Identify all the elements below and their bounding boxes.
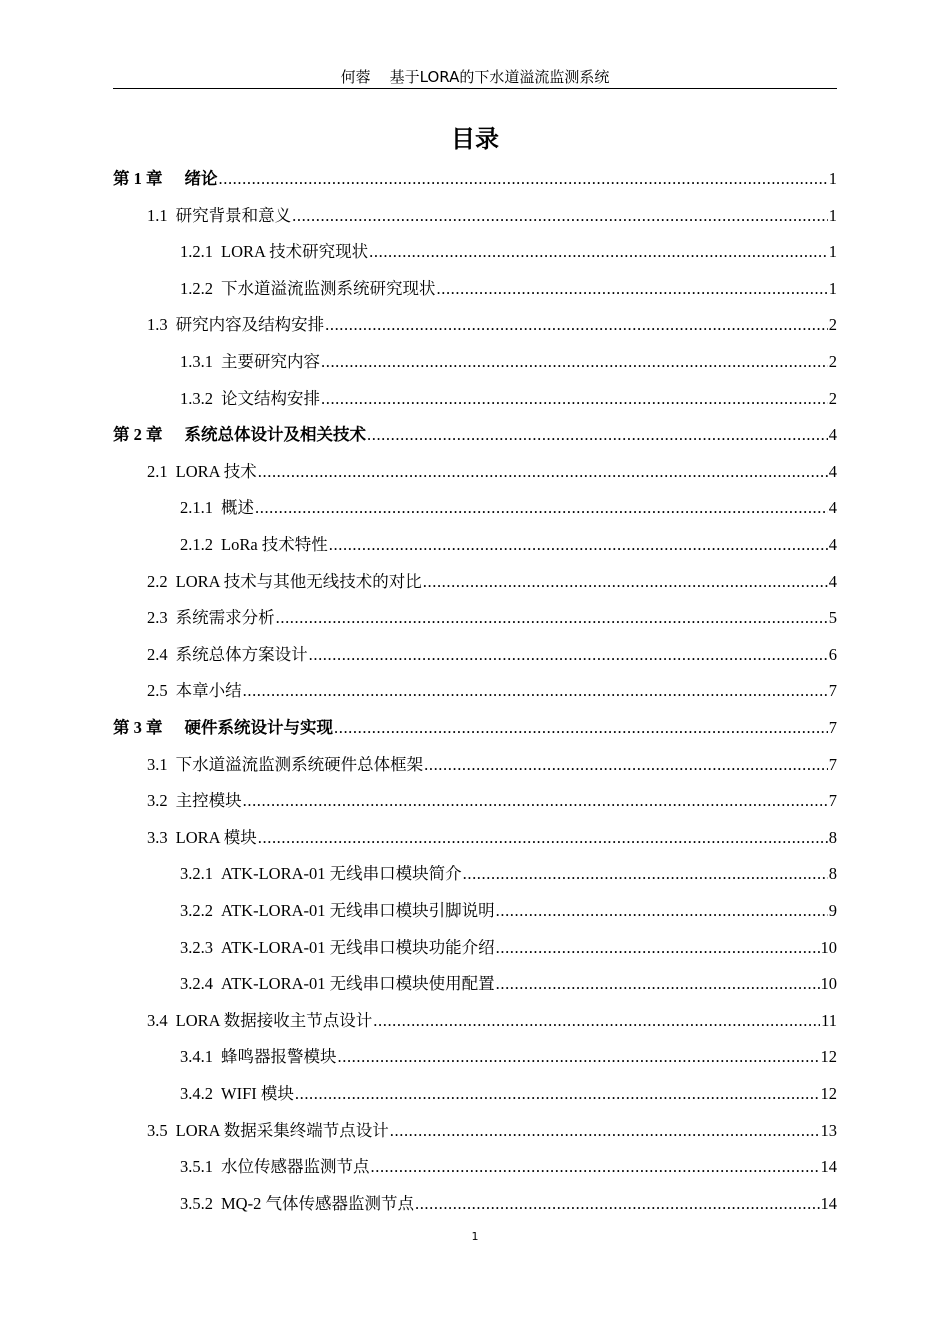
toc-entry-page: 1 xyxy=(828,169,837,188)
toc-entry-label xyxy=(180,1046,337,1068)
toc-entry-label xyxy=(147,1120,389,1142)
toc-entry[interactable] xyxy=(147,310,837,336)
toc-entry-title: LoRa 技术特性 xyxy=(221,535,328,554)
toc-entry[interactable] xyxy=(180,969,837,995)
toc-entry-label xyxy=(113,168,218,190)
toc-entry-title: 论文结构安排 xyxy=(221,389,320,408)
toc-leader-dots xyxy=(325,314,828,336)
toc-entry-title: 研究背景和意义 xyxy=(175,206,292,225)
toc-entry-title: 主要研究内容 xyxy=(221,352,320,371)
toc-entry-number: 3.1 xyxy=(147,755,168,774)
page-number: 1 xyxy=(471,1230,479,1243)
toc-entry-label xyxy=(180,241,368,263)
toc-leader-dots xyxy=(367,424,828,446)
toc-entry[interactable] xyxy=(147,786,837,812)
toc-entry-number: 3.2.1 xyxy=(180,864,213,883)
toc-leader-dots xyxy=(390,1120,820,1142)
toc-entry-label xyxy=(180,973,495,995)
toc-entry-number: 第 3 章 xyxy=(113,718,163,737)
toc-entry-number: 3.3 xyxy=(147,828,168,847)
toc-leader-dots xyxy=(255,497,828,519)
toc-entry[interactable] xyxy=(180,1079,837,1105)
toc-entry-title: LORA 数据接收主节点设计 xyxy=(175,1011,373,1030)
toc-entry-number: 3.4.2 xyxy=(180,1084,213,1103)
toc-entry[interactable] xyxy=(147,567,837,593)
toc-entry[interactable] xyxy=(147,640,837,666)
toc-entry-number: 3.5 xyxy=(147,1121,168,1140)
toc-entry-number: 3.5.1 xyxy=(180,1157,213,1176)
toc-leader-dots xyxy=(496,973,820,995)
toc-leader-dots xyxy=(295,1083,820,1105)
toc-entry[interactable] xyxy=(180,347,837,373)
toc-leader-dots xyxy=(309,644,828,666)
toc-entry-title: LORA 技术 xyxy=(175,462,257,481)
toc-entry-page: 1 xyxy=(828,279,837,298)
toc-entry-label xyxy=(147,754,423,776)
toc-entry-page: 10 xyxy=(820,974,837,993)
toc-entry[interactable] xyxy=(147,603,837,629)
toc-entry-number: 3.5.2 xyxy=(180,1194,213,1213)
toc-entry[interactable] xyxy=(180,933,837,959)
toc-entry-number: 3.2.2 xyxy=(180,901,213,920)
toc-entry-number: 2.2 xyxy=(147,572,168,591)
toc-entry-label xyxy=(180,351,320,373)
toc-entry-title: 主控模块 xyxy=(175,791,242,810)
toc-entry-label xyxy=(147,790,242,812)
toc-leader-dots xyxy=(334,717,828,739)
toc-entry-label xyxy=(180,1156,370,1178)
toc-leader-dots xyxy=(423,571,828,593)
toc-entry-page: 8 xyxy=(828,828,837,847)
toc-entry[interactable] xyxy=(180,384,837,410)
toc-leader-dots xyxy=(338,1046,820,1068)
toc-entry[interactable] xyxy=(180,274,837,300)
toc-entry-page: 14 xyxy=(820,1194,837,1213)
toc-entry-page: 4 xyxy=(828,535,837,554)
toc-title: 目录 xyxy=(451,125,499,153)
toc-leader-dots xyxy=(496,900,828,922)
toc-leader-dots xyxy=(329,534,828,556)
toc-entry-page: 2 xyxy=(828,389,837,408)
toc-entry-page: 4 xyxy=(828,462,837,481)
toc-entry-number: 2.1.1 xyxy=(180,498,213,517)
toc-entry[interactable] xyxy=(180,1042,837,1068)
toc-entry-number: 2.1.2 xyxy=(180,535,213,554)
toc-entry-page: 4 xyxy=(828,498,837,517)
toc-entry-title: LORA 技术研究现状 xyxy=(221,242,369,261)
toc-entry-label xyxy=(180,1193,414,1215)
toc-entry-label xyxy=(180,937,495,959)
toc-entry-page: 9 xyxy=(828,901,837,920)
toc-entry-number: 3.2 xyxy=(147,791,168,810)
toc-entry-title: 蜂鸣器报警模块 xyxy=(221,1047,337,1066)
toc-entry-label xyxy=(180,534,328,556)
toc-entry-title: ATK-LORA-01 无线串口模块引脚说明 xyxy=(221,901,495,920)
toc-entry-title: MQ-2 气体传感器监测节点 xyxy=(221,1194,414,1213)
toc-entry[interactable] xyxy=(113,164,837,190)
toc-entry-number: 1.2.1 xyxy=(180,242,213,261)
toc-entry[interactable] xyxy=(113,713,837,739)
toc-entry-label xyxy=(147,607,275,629)
toc-entry[interactable] xyxy=(147,676,837,702)
toc-leader-dots xyxy=(371,1156,820,1178)
toc-entry-number: 2.1 xyxy=(147,462,168,481)
toc-entry-label xyxy=(147,314,324,336)
toc-entry-page: 7 xyxy=(828,681,837,700)
toc-entry-title: 下水道溢流监测系统研究现状 xyxy=(221,279,436,298)
toc-entry-page: 10 xyxy=(820,938,837,957)
toc-leader-dots xyxy=(321,351,828,373)
toc-entry[interactable] xyxy=(147,750,837,776)
toc-leader-dots xyxy=(258,461,828,483)
toc-entry-label xyxy=(147,680,242,702)
toc-entry-number: 2.4 xyxy=(147,645,168,664)
toc-leader-dots xyxy=(219,168,828,190)
toc-entry-label xyxy=(147,1010,372,1032)
toc-entry-title: LORA 模块 xyxy=(175,828,257,847)
toc-entry-page: 2 xyxy=(828,315,837,334)
toc-leader-dots xyxy=(369,241,828,263)
toc-entry-number: 1.3.2 xyxy=(180,389,213,408)
toc-leader-dots xyxy=(373,1010,820,1032)
toc-entry-page: 6 xyxy=(828,645,837,664)
toc-leader-dots xyxy=(415,1193,820,1215)
toc-entry-label xyxy=(147,571,422,593)
toc-entry-page: 1 xyxy=(828,242,837,261)
toc-entry-label xyxy=(147,827,257,849)
toc-leader-dots xyxy=(243,680,828,702)
toc-entry-label xyxy=(147,461,257,483)
toc-entry-page: 11 xyxy=(821,1011,837,1030)
toc-entry[interactable] xyxy=(147,457,837,483)
toc-entry[interactable] xyxy=(180,859,837,885)
toc-entry-number: 3.4 xyxy=(147,1011,168,1030)
toc-leader-dots xyxy=(437,278,828,300)
toc-entry-title: 研究内容及结构安排 xyxy=(175,315,325,334)
toc-entry[interactable] xyxy=(147,1006,837,1032)
toc-entry[interactable] xyxy=(180,530,837,556)
toc-entry-page: 7 xyxy=(828,791,837,810)
toc-entry-number: 1.1 xyxy=(147,206,168,225)
toc-entry-page: 12 xyxy=(820,1084,837,1103)
toc-entry[interactable] xyxy=(180,1152,837,1178)
toc-entry-page: 4 xyxy=(828,572,837,591)
toc-entry-title: 硬件系统设计与实现 xyxy=(184,718,333,737)
toc-entry-title: WIFI 模块 xyxy=(221,1084,294,1103)
toc-entry-page: 4 xyxy=(828,425,837,444)
toc-entry-number: 3.4.1 xyxy=(180,1047,213,1066)
toc-entry-label xyxy=(180,388,320,410)
toc-entry-number: 2.3 xyxy=(147,608,168,627)
toc-entry-number: 1.3 xyxy=(147,315,168,334)
toc-leader-dots xyxy=(321,388,828,410)
toc-entry-page: 7 xyxy=(828,718,837,737)
toc-entry-number: 3.2.3 xyxy=(180,938,213,957)
toc-leader-dots xyxy=(276,607,828,629)
toc-entry-page: 12 xyxy=(820,1047,837,1066)
toc-entry-title: 系统总体设计及相关技术 xyxy=(184,425,366,444)
toc-entry-title: LORA 数据采集终端节点设计 xyxy=(175,1121,389,1140)
toc-entry[interactable] xyxy=(180,1189,837,1215)
toc-entry-label xyxy=(180,863,462,885)
header-text: 何蓉 基于LORA的下水道溢流监测系统 xyxy=(340,68,610,86)
toc-entry-label xyxy=(113,717,333,739)
toc-leader-dots xyxy=(424,754,828,776)
toc-entry[interactable] xyxy=(180,896,837,922)
toc-entry[interactable] xyxy=(180,237,837,263)
toc-entry-number: 1.3.1 xyxy=(180,352,213,371)
toc-entry-title: 系统总体方案设计 xyxy=(175,645,308,664)
toc-entry-title: 水位传感器监测节点 xyxy=(221,1157,370,1176)
toc-entry-title: 本章小结 xyxy=(175,681,242,700)
toc-entry-page: 1 xyxy=(828,206,837,225)
toc-entry-page: 14 xyxy=(820,1157,837,1176)
toc-entry[interactable] xyxy=(147,1116,837,1142)
toc-leader-dots xyxy=(243,790,828,812)
toc-leader-dots xyxy=(463,863,828,885)
toc-leader-dots xyxy=(258,827,828,849)
toc-entry-title: 绪论 xyxy=(184,169,218,188)
page-header xyxy=(113,66,837,89)
toc-entry-number: 1.2.2 xyxy=(180,279,213,298)
toc-entry-title: 系统需求分析 xyxy=(175,608,275,627)
toc-entry-page: 2 xyxy=(828,352,837,371)
toc-entry-label xyxy=(180,900,495,922)
toc-leader-dots xyxy=(292,205,828,227)
toc-entry[interactable] xyxy=(147,201,837,227)
toc-entry-number: 3.2.4 xyxy=(180,974,213,993)
toc-entry-number: 2.5 xyxy=(147,681,168,700)
toc-entry-label xyxy=(147,205,291,227)
toc-entry-page: 13 xyxy=(820,1121,837,1140)
toc-entry-title: ATK-LORA-01 无线串口模块使用配置 xyxy=(221,974,495,993)
toc-entry-page: 5 xyxy=(828,608,837,627)
toc-entry-page: 8 xyxy=(828,864,837,883)
toc-entry-page: 7 xyxy=(828,755,837,774)
toc-leader-dots xyxy=(496,937,820,959)
toc-entry-number: 第 2 章 xyxy=(113,425,163,444)
toc-entry-title: LORA 技术与其他无线技术的对比 xyxy=(175,572,422,591)
toc-entry-label xyxy=(147,644,308,666)
toc-entry-number: 第 1 章 xyxy=(113,169,163,188)
toc-entry-title: ATK-LORA-01 无线串口模块简介 xyxy=(221,864,462,883)
toc-entry-label xyxy=(113,424,366,446)
toc-entry-title: 下水道溢流监测系统硬件总体框架 xyxy=(175,755,424,774)
toc-entry-label xyxy=(180,1083,294,1105)
toc-entry[interactable] xyxy=(113,420,837,446)
toc-entry-title: ATK-LORA-01 无线串口模块功能介绍 xyxy=(221,938,495,957)
toc-entry[interactable] xyxy=(180,493,837,519)
toc-entry-title: 概述 xyxy=(221,498,254,517)
toc-entry-label xyxy=(180,278,436,300)
toc-entry[interactable] xyxy=(147,823,837,849)
toc-entry-label xyxy=(180,497,254,519)
